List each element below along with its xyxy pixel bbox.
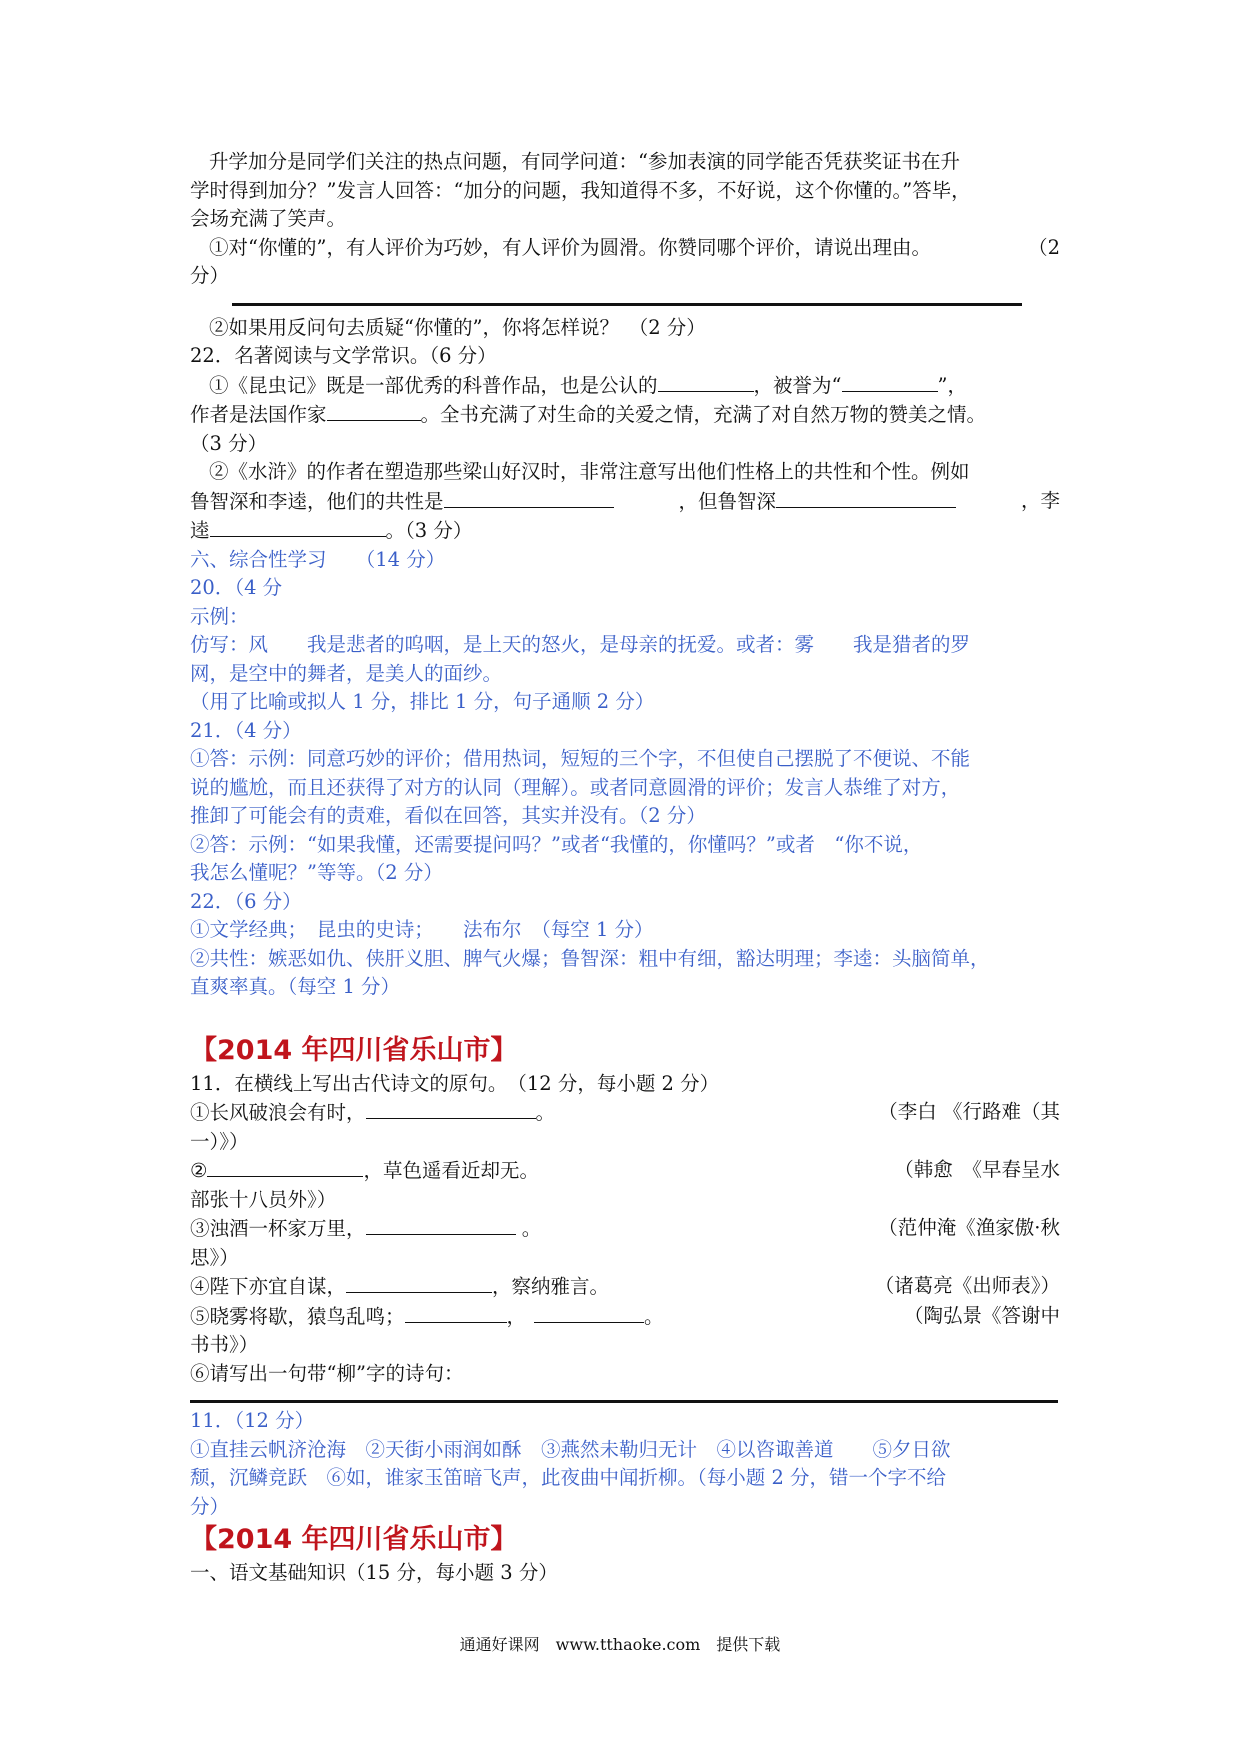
- q11-item-1-tail: 一）》）: [190, 1129, 249, 1153]
- blank-field[interactable]: [207, 1156, 363, 1177]
- document-page: [190, 148, 1060, 1588]
- question-22-title: 22．名著阅读与文学常识。（6 分）: [190, 344, 497, 367]
- section-1-title: 一、语文基础知识（15 分，每小题 3 分）: [190, 1561, 558, 1584]
- q11-item-6: ⑥请写出一句带“柳”字的诗句：: [190, 1361, 464, 1385]
- answer-21-line-1: ①答：示例：同意巧妙的评价；借用热词，短短的三个字，不但使自己摆脱了不便说、不能: [190, 747, 971, 770]
- q11-item-5-tail: 书书》）: [190, 1333, 259, 1356]
- answer-20-line-3: （用了比喻或拟人 1 分，排比 1 分，句子通顺 2 分）: [190, 690, 655, 713]
- answer-20-example: 示例：: [190, 604, 249, 628]
- q11-item-2-tail: 部张十八员外》）: [190, 1187, 337, 1211]
- blank-field[interactable]: [366, 1214, 516, 1235]
- q11-item-2: ② ，草色遥看近却无。 （韩愈 《早春呈水: [190, 1158, 1060, 1182]
- answer-20-title: 20．（4 分: [190, 576, 283, 599]
- q22-line-6: 逵 。（3 分）: [190, 516, 1060, 546]
- answer-21-line-4: ②答：示例：“如果我懂，还需要提问吗？”或者“我懂的，你懂吗？”或者 “你不说，: [190, 832, 923, 856]
- answer-line[interactable]: [190, 1400, 1058, 1403]
- blank-field[interactable]: [842, 371, 938, 392]
- q11-item-3-tail: 思》）: [190, 1245, 239, 1269]
- blank-field[interactable]: [366, 1098, 536, 1119]
- answer-11-title: 11．（12 分）: [190, 1409, 315, 1432]
- q11-item-5: ⑤晓雾将歇，猿鸟乱鸣； ， 。 （陶弘景《答谢中: [190, 1303, 1060, 1328]
- region-header: 【2014 年四川省乐山市】: [190, 1034, 518, 1066]
- blank-field[interactable]: [327, 400, 421, 421]
- answer-block-2: [190, 1407, 1060, 1521]
- q22-line-4: ②《水浒》的作者在塑造那些梁山好汉时，非常注意写出他们性格上的共性和个性。例如: [209, 460, 970, 483]
- answer-block-1: [190, 546, 1060, 1002]
- sub-question-2: ②如果用反问句去质疑“你懂的”，你将怎样说？ （2 分）: [209, 315, 706, 339]
- answer-21-line-2: 说的尴尬，而且还获得了对方的认同（理解）。或者同意圆滑的评价；发言人恭维了对方，: [190, 775, 961, 799]
- region-header: 【2014 年四川省乐山市】: [190, 1524, 518, 1555]
- question-11-title: 11．在横线上写出古代诗文的原句。 （12 分，每小题 2 分）: [190, 1071, 720, 1095]
- answer-21-line-5: 我怎么懂呢？”等等。（2 分）: [190, 861, 443, 884]
- answer-22-line-1: ①文学经典； 昆虫的史诗； 法布尔 （每空 1 分）: [190, 918, 654, 941]
- intro-line-2: 学时得到加分？”发言人回答：“加分的问题，我知道得不多，不好说，这个你懂的。”答毕，: [190, 178, 971, 202]
- answer-11-line-3: 分）: [190, 1494, 230, 1518]
- q22-line-5: 鲁智深和李逵，他们的共性是 ，但鲁智深 ，李: [190, 488, 1060, 513]
- answer-21-line-3: 推卸了可能会有的责难，看似在回答，其实并没有。（2 分）: [190, 804, 706, 827]
- blank-field[interactable]: [405, 1302, 507, 1323]
- blank-field[interactable]: [658, 371, 754, 392]
- intro-line-3: 会场充满了笑声。: [190, 207, 347, 230]
- answer-22-line-3: 直爽率真。（每空 1 分）: [190, 975, 401, 998]
- answer-11-line-1: ①直挂云帆济沧海 ②天街小雨润如酥 ③燕然未勒归无计 ④以咨诹善道 ⑤夕日欲: [190, 1437, 951, 1461]
- blank-field[interactable]: [346, 1272, 492, 1293]
- sub-question-1-tail: 分）: [190, 264, 230, 287]
- q11-item-4: ④陛下亦宜自谋， ，察纳雅言。 （诸葛亮《出师表》）: [190, 1274, 1060, 1298]
- q11-item-3: ③浊酒一杯家万里， 。 （范仲淹《渔家傲·秋: [190, 1216, 1060, 1240]
- q22-line-2: 作者是法国作家 。全书充满了对生命的关爱之情，充满了对自然万物的赞美之情。: [190, 400, 1060, 430]
- blank-field[interactable]: [210, 516, 386, 537]
- answer-22-title: 22．（6 分）: [190, 889, 302, 913]
- q22-line-3: （3 分）: [190, 431, 268, 455]
- answer-22-line-2: ②共性：嫉恶如仇、侠肝义胆、脾气火爆；鲁智深：粗中有细，豁达明理；李逵：头脑简单，: [190, 946, 990, 970]
- sub-question-1: ①对“你懂的”，有人评价为巧妙，有人评价为圆滑。你赞同哪个评价，请说出理由。 （2: [209, 235, 1060, 259]
- answer-20-line-2: 网，是空中的舞者，是美人的面纱。: [190, 661, 503, 685]
- section-title: 六、综合性学习 （14 分）: [190, 547, 446, 571]
- q11-item-1: ①长风破浪会有时， 。 （李白 《行路难（其: [190, 1100, 1060, 1124]
- page-footer: 通通好课网 www.tthaoke.com 提供下载: [459, 1635, 781, 1654]
- blank-field[interactable]: [776, 487, 956, 508]
- q22-line-1: ①《昆虫记》既是一部优秀的科普作品，也是公认的 ，被誉为“ ”，: [190, 371, 1060, 401]
- intro-line-1: 升学加分是同学们关注的热点问题，有同学问道：“参加表演的同学能否凭获奖证书在升: [209, 150, 960, 173]
- answer-11-line-2: 颓，沉鳞竞跃 ⑥如，谁家玉笛暗飞声，此夜曲中闻折柳。（每小题 2 分，错一个字不给: [190, 1466, 947, 1489]
- answer-21-title: 21．（4 分）: [190, 718, 302, 742]
- blank-field[interactable]: [444, 487, 614, 508]
- blank-field[interactable]: [534, 1302, 644, 1323]
- answer-line[interactable]: [232, 303, 1022, 306]
- answer-20-line-1: 仿写：风 我是悲者的呜咽，是上天的怒火，是母亲的抚爱。或者：雾 我是猎者的罗: [190, 633, 971, 656]
